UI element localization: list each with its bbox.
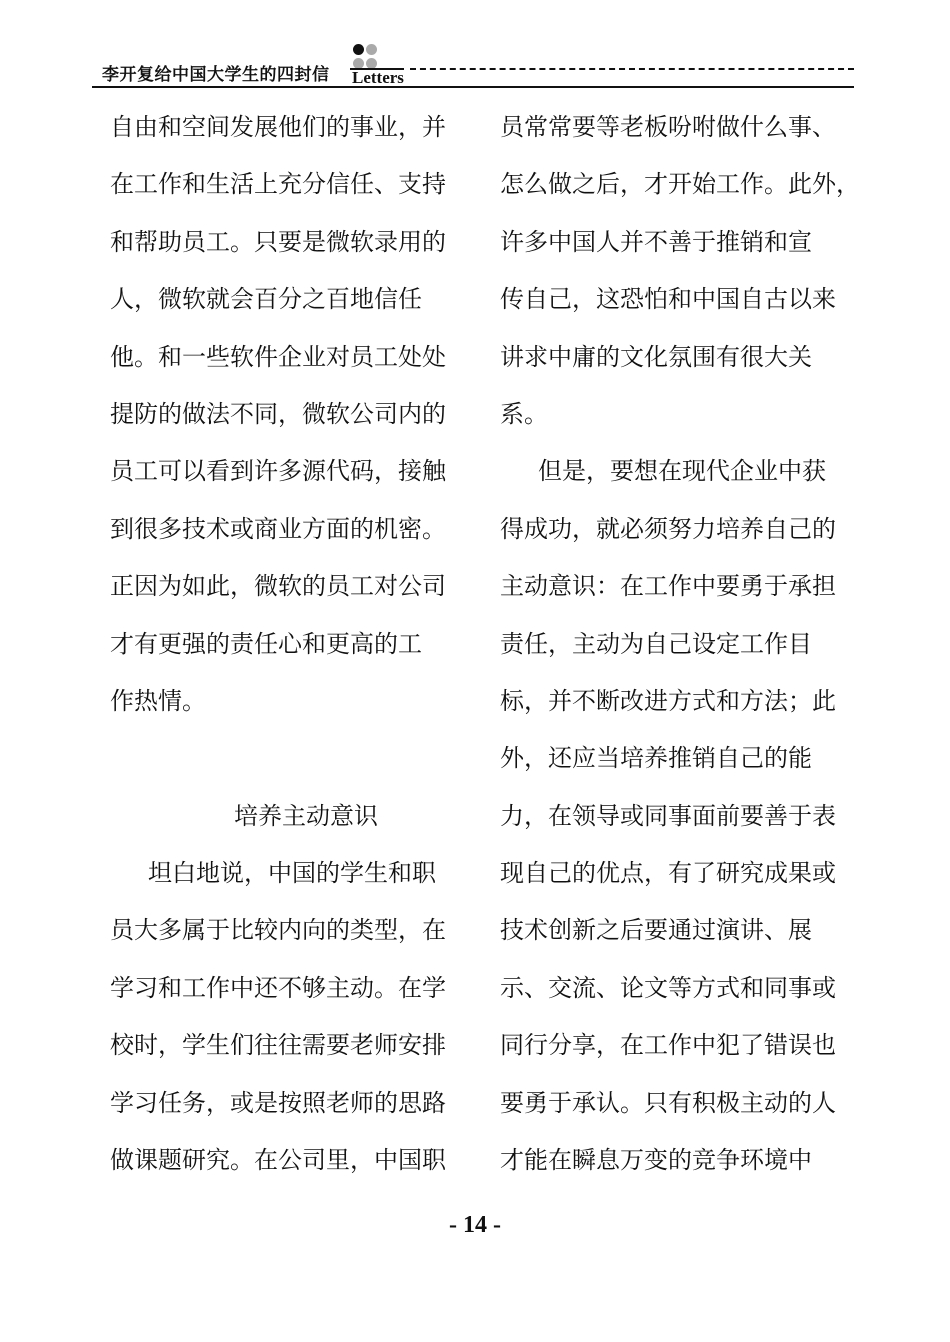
text-line: 同行分享，在工作中犯了错误也: [500, 1031, 836, 1060]
dots-ornament: [352, 41, 378, 71]
text-line: 但是，要想在现代企业中获: [538, 457, 826, 486]
header-dashed-rule: [410, 68, 854, 70]
text-line: 和帮助员工。只要是微软录用的: [110, 227, 446, 256]
dot-black: [353, 44, 364, 55]
text-line: 校时，学生们往往需要老师安排: [110, 1031, 446, 1060]
text-line: 学习任务，或是按照老师的思路: [110, 1088, 446, 1117]
text-line: 员大多属于比较内向的类型，在: [110, 916, 446, 945]
running-title: 李开复给中国大学生的四封信: [102, 65, 330, 85]
text-line: 示、交流、论文等方式和同事或: [500, 973, 836, 1002]
text-line: 才能在瞬息万变的竞争环境中: [500, 1146, 812, 1175]
text-line: 他。和一些软件企业对员工处处: [110, 342, 446, 371]
text-line: 责任，主动为自己设定工作目: [500, 629, 812, 658]
dot-gray: [366, 44, 377, 55]
letters-label: Letters: [352, 68, 404, 87]
text-line: 力，在领导或同事面前要善于表: [500, 801, 836, 830]
text-line: 坦白地说，中国的学生和职: [148, 859, 436, 888]
header-solid-rule: [92, 86, 854, 88]
text-line: 技术创新之后要通过演讲、展: [500, 916, 812, 945]
section-heading: 培养主动意识: [234, 801, 378, 830]
text-line: 员常常要等老板吩咐做什么事、: [500, 113, 836, 141]
text-line: 得成功，就必须努力培养自己的: [500, 514, 836, 543]
text-line: 才有更强的责任心和更高的工: [110, 629, 422, 658]
text-line: 系。: [500, 399, 548, 428]
page-header: [92, 38, 854, 92]
text-line: 到很多技术或商业方面的机密。: [110, 514, 446, 543]
text-line: 作热情。: [110, 686, 206, 715]
right-column: [500, 99, 860, 1189]
text-line: 主动意识：在工作中要勇于承担: [500, 572, 836, 601]
text-line: 人，微软就会百分之百地信任: [110, 285, 422, 314]
text-line: 传自己，这恐怕和中国自古以来: [500, 285, 836, 314]
page-number: - 14 -: [449, 1212, 501, 1238]
text-line: 员工可以看到许多源代码，接触: [110, 457, 446, 486]
text-line: 许多中国人并不善于推销和宣: [500, 227, 812, 256]
text-line: 现自己的优点，有了研究成果或: [500, 859, 836, 888]
text-line: 提防的做法不同，微软公司内的: [110, 399, 446, 428]
text-line: 学习和工作中还不够主动。在学: [110, 973, 446, 1002]
text-line: 外，还应当培养推销自己的能: [500, 744, 812, 773]
text-line: 要勇于承认。只有积极主动的人: [500, 1088, 836, 1117]
blank-line: [110, 730, 460, 787]
text-line: 正因为如此，微软的员工对公司: [110, 572, 446, 601]
text-line: 在工作和生活上充分信任、支持: [110, 170, 446, 199]
text-line: 讲求中庸的文化氛围有很大关: [500, 342, 812, 371]
text-line: 自由和空间发展他们的事业，并: [110, 113, 446, 141]
text-line: 怎么做之后，才开始工作。此外，: [500, 170, 860, 199]
text-line: 做课题研究。在公司里，中国职: [110, 1146, 446, 1175]
left-column: [110, 99, 460, 1189]
text-line: 标，并不断改进方式和方法；此: [500, 686, 836, 715]
